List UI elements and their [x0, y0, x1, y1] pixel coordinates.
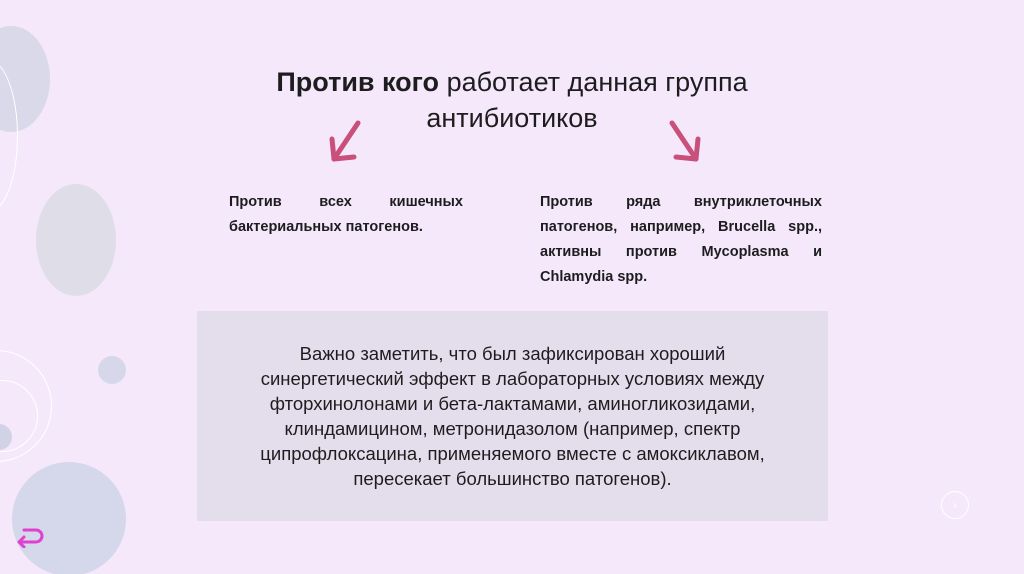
decor-circle [36, 184, 116, 296]
slide-title-rest: работает данная группа антибиотиков [426, 67, 748, 133]
note-text: Важно заметить, что был зафиксирован хороший синергетический эффект в лабораторных условиях между фторхинолонами и бета-лактамами, аминогликозидами, клиндамицином, метронидазолом (например, спектр ципрофлоксацина, применяемого вместе с амоксиклавом, пересекает большинство патогенов). [260, 343, 765, 489]
slide-title-bold: Против кого [276, 67, 440, 97]
note-box [197, 311, 828, 521]
return-arrow-icon[interactable] [14, 526, 46, 548]
next-slide-button[interactable] [941, 491, 969, 519]
decor-circle [98, 356, 126, 384]
slide-title [200, 64, 824, 136]
left-column-text: Против всех кишечных бактериальных патогенов. [229, 194, 463, 235]
arrow-down-left-icon [326, 118, 366, 166]
right-column-text: Против ряда внутриклеточных патогенов, например, Brucella spp., активны против Mycoplasma и Chlamydia spp. [540, 194, 822, 285]
chevron-right-icon: › [953, 498, 957, 512]
arrow-down-right-icon [664, 118, 704, 166]
decor-circle [12, 462, 126, 574]
